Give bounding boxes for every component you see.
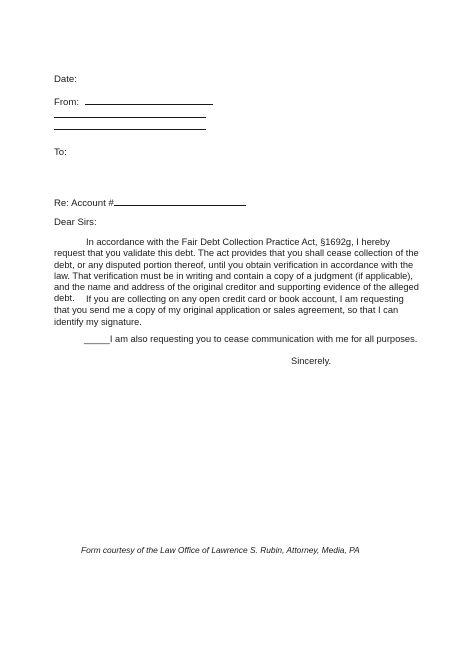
cease-communication-text: I am also requesting you to cease communication with me for all purposes. — [109, 334, 418, 344]
cease-communication-row — [84, 334, 417, 345]
from-label: From: — [54, 97, 80, 108]
to-label: To: — [54, 147, 67, 158]
closing: Sincerely. — [291, 356, 332, 366]
account-row — [54, 196, 246, 209]
cease-communication-checkbox-blank[interactable]: _____ — [84, 334, 110, 344]
validation-paragraph-text: In accordance with the Fair Debt Collection Practice Act, §1692g, I hereby request that you validate this debt. The act provides that you shall cease collection of the debt, or any disputed portion thereof, until you obtain verification in accordance with the law. That verification must be in writing and contain a copy of a judgment (if applicable), and the name and address of the original creditor and supporting evidence of the alleged debt. — [54, 237, 419, 304]
from-address-line-2[interactable] — [54, 120, 206, 133]
from-row — [54, 95, 213, 108]
from-blank-line[interactable] — [85, 95, 213, 105]
footer-credit: Form courtesy of the Law Office of Lawrence S. Rubin, Attorney, Media, PA — [81, 545, 360, 555]
date-label: Date: — [54, 74, 77, 85]
account-label: Re: Account # — [54, 198, 114, 209]
salutation: Dear Sirs: — [54, 217, 97, 228]
account-blank-line[interactable] — [114, 196, 246, 206]
credit-card-paragraph-text: If you are collecting on any open credit card or book account, I am requesting that you send me a copy of my original application or sales agreement, so that I can identify my signature. — [54, 294, 404, 327]
credit-card-paragraph — [54, 294, 420, 328]
